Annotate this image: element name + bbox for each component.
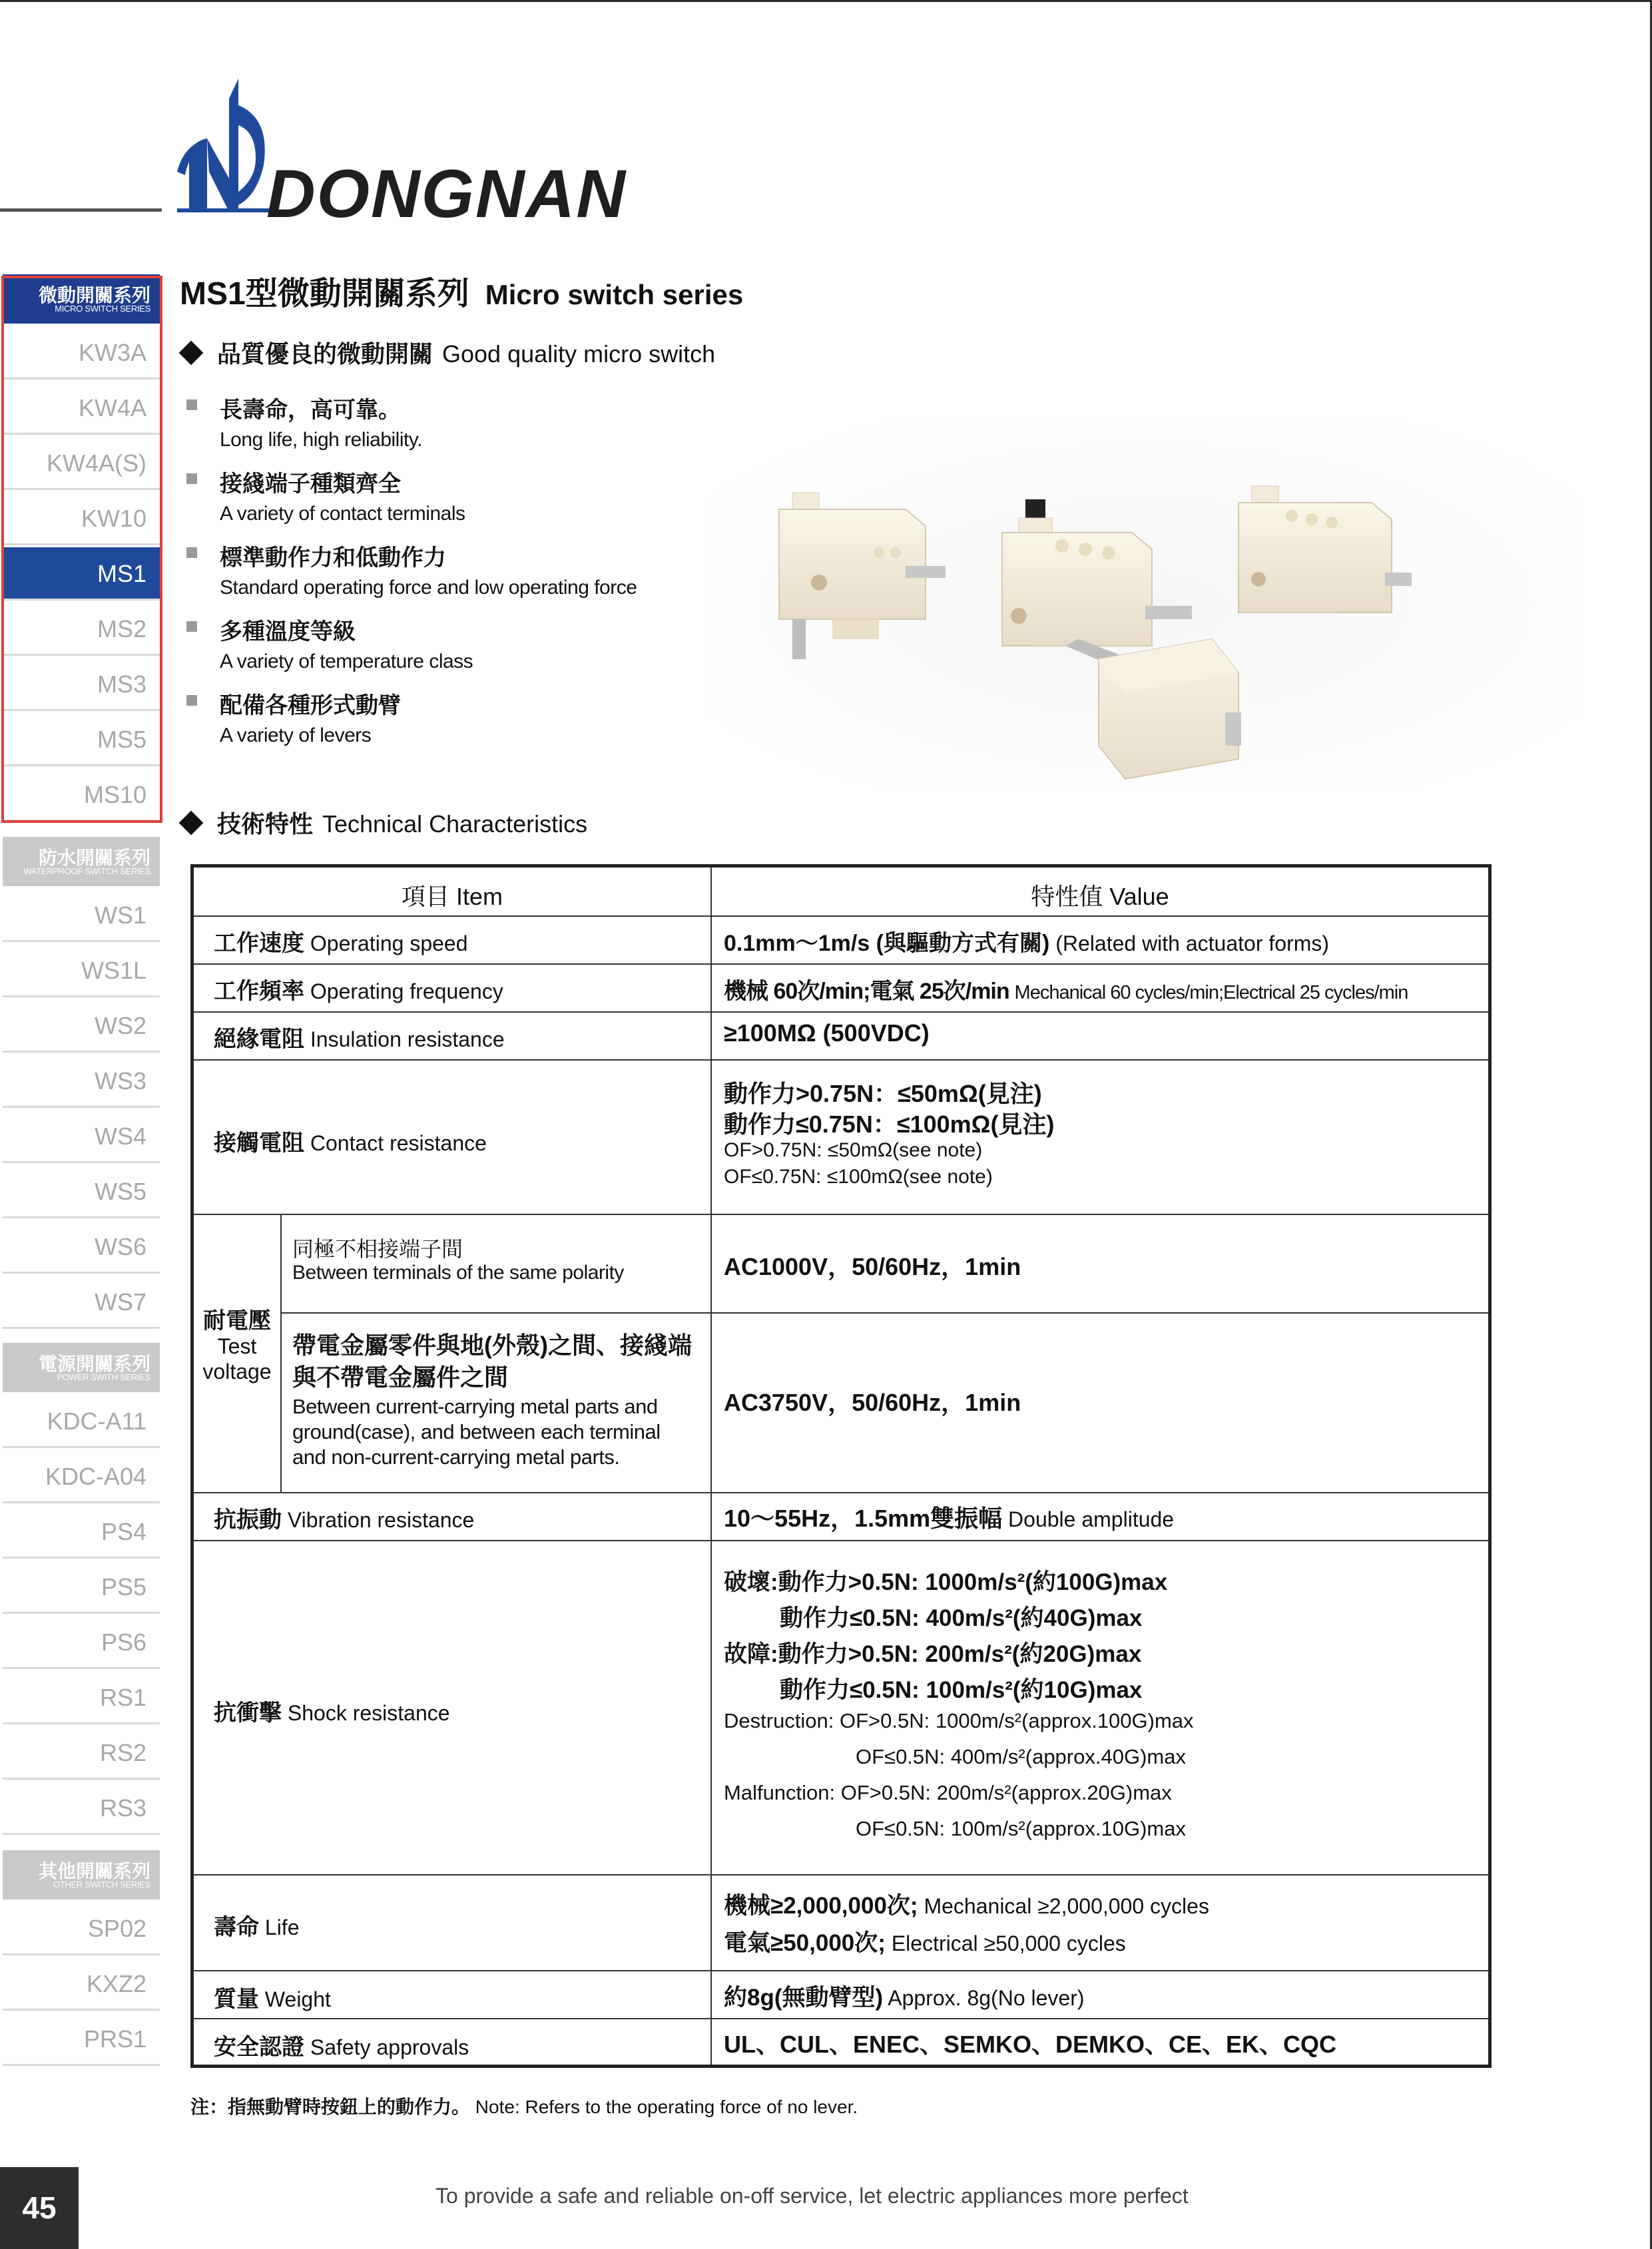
row-frequency-value: 機械 60次/min;電氣 25次/min Mechanical 60 cycles/min;Electrical 25 cycles/min (724, 979, 1408, 1004)
row-voltage-b-value: AC3750V，50/60Hz，1min (724, 1389, 1021, 1416)
row-life-value-1: 機械≥2,000,000次; Mechanical ≥2,000,000 cycles (724, 1893, 1209, 1919)
row-shock-value-2: 動作力≤0.5N: 400m/s²(約40G)max (780, 1605, 1143, 1631)
sidebar-item-ps4[interactable]: PS4 (3, 1505, 160, 1559)
row-vibration-value: 10～55Hz，1.5mm雙振幅 Double amplitude (724, 1505, 1175, 1532)
page-border-top (0, 0, 1652, 2)
diamond-bullet-icon (179, 341, 204, 366)
sidebar-item-ws4[interactable]: WS4 (3, 1110, 160, 1163)
col-divider (710, 868, 712, 2065)
row-safety-value: UL、CUL、ENEC、SEMKO、DEMKO、CE、EK、CQC (724, 2031, 1337, 2058)
section-quality-zh: 品質優良的微動開關 (217, 340, 433, 368)
row-weight-label: 質量 Weight (214, 1987, 331, 2012)
row-shock-value-3: 故障:動作力>0.5N: 200m/s²(約20G)max (724, 1641, 1142, 1667)
sidebar-group-sublabel: OTHER SWITCH SERIES (53, 1879, 150, 1889)
sidebar-item-kw10[interactable]: KW10 (3, 492, 160, 545)
row-divider (194, 1214, 1488, 1215)
row-voltage-b-en3: and non-current-carrying metal parts. (292, 1445, 620, 1469)
section-technical-en: Technical Characteristics (322, 810, 588, 838)
section-technical (180, 806, 587, 840)
row-shock-value-7: Malfunction: OF>0.5N: 200m/s²(approx.20G)max (724, 1781, 1172, 1804)
row-safety-label: 安全認證 Safety approvals (214, 2035, 469, 2060)
page-title (180, 268, 743, 314)
row-divider (194, 1874, 1488, 1875)
row-divider (194, 1540, 1488, 1541)
sidebar-item-ws1l[interactable]: WS1L (3, 944, 160, 997)
row-divider (194, 1492, 1488, 1493)
row-contact-value-2: 動作力≤0.75N：≤100mΩ(見注) (724, 1111, 1055, 1138)
row-weight-value: 約8g(無動臂型) Approx. 8g(No lever) (724, 1985, 1085, 2011)
sidebar-item-ws5[interactable]: WS5 (3, 1165, 160, 1218)
row-speed-value: 0.1mm～1m/s (與驅動方式有關) (Related with actuator forms) (724, 931, 1330, 956)
row-divider (280, 1312, 1488, 1314)
row-voltage-label: 耐電壓 Test voltage (202, 1308, 272, 1383)
sidebar-item-kw4a[interactable]: KW4A (3, 381, 160, 435)
row-frequency-label: 工作頻率 Operating frequency (214, 979, 503, 1004)
row-contact-value-4: OF≤0.75N: ≤100mΩ(see note) (724, 1166, 993, 1188)
sidebar-item-ms3[interactable]: MS3 (3, 658, 160, 711)
row-contact-value-3: OF>0.75N: ≤50mΩ(see note) (724, 1139, 983, 1161)
row-voltage-b-en1: Between current-carrying metal parts and (292, 1395, 658, 1418)
section-quality (180, 336, 715, 370)
square-bullet-icon (186, 547, 197, 558)
feature-zh: 配備各種形式動臂 (220, 693, 401, 718)
row-shock-value-6: OF≤0.5N: 400m/s²(approx.40G)max (856, 1745, 1186, 1768)
row-voltage-b-en2: ground(case), and between each terminal (292, 1420, 661, 1443)
row-divider (194, 2018, 1488, 2019)
row-shock-label: 抗衝擊 Shock resistance (214, 1700, 450, 1726)
feature-zh: 長壽命，高可靠。 (220, 397, 401, 423)
feature-zh: 標準動作力和低動作力 (220, 545, 446, 571)
sidebar-item-rs2[interactable]: RS2 (3, 1726, 160, 1780)
footer-tagline: To provide a safe and reliable on-off service, let electric appliances more perfect (435, 2184, 1189, 2208)
dongnan-logo-icon (177, 79, 270, 215)
square-bullet-icon (186, 399, 197, 410)
square-bullet-icon (186, 473, 197, 484)
sidebar-group-sublabel: POWER SWITH SERIES (57, 1372, 150, 1382)
product-photo (706, 419, 1585, 792)
spec-table (190, 864, 1492, 2068)
brand-name: DONGNAN (266, 156, 627, 232)
header-item: 項目 Item (401, 883, 503, 910)
row-voltage-b-zh1: 帶電金屬零件與地(外殼)之間、接綫端 (292, 1332, 692, 1359)
sidebar-item-ws3[interactable]: WS3 (3, 1055, 160, 1108)
sidebar-item-ms2[interactable]: MS2 (3, 603, 160, 656)
feature-zh: 多種溫度等級 (220, 619, 356, 644)
row-shock-value-1: 破壞:動作力>0.5N: 1000m/s²(約100G)max (724, 1569, 1168, 1595)
sidebar-item-ms1[interactable]: MS1 (3, 547, 160, 601)
sidebar-item-sp02[interactable]: SP02 (3, 1902, 160, 1955)
row-shock-value-8: OF≤0.5N: 100m/s²(approx.10G)max (856, 1817, 1186, 1840)
row-divider (194, 1970, 1488, 1971)
square-bullet-icon (186, 621, 197, 632)
row-shock-value-5: Destruction: OF>0.5N: 1000m/s²(approx.100G)max (724, 1709, 1194, 1732)
sidebar-item-ps5[interactable]: PS5 (3, 1561, 160, 1614)
feature-en: Standard operating force and low operating force (220, 577, 637, 599)
sidebar-item-rs1[interactable]: RS1 (3, 1671, 160, 1724)
page-title-en: Micro switch series (485, 279, 744, 310)
header-rule (0, 208, 162, 212)
switch-4 (1099, 639, 1241, 779)
feature-en: A variety of contact terminals (220, 503, 465, 525)
sidebar-item-kxz2[interactable]: KXZ2 (3, 1957, 160, 2011)
row-divider (194, 915, 1488, 917)
sidebar-item-kw4a-s[interactable]: KW4A(S) (3, 437, 160, 490)
row-voltage-a-en: Between terminals of the same polarity (292, 1262, 624, 1284)
section-technical-zh: 技術特性 (217, 810, 314, 838)
sidebar-item-ws1[interactable]: WS1 (3, 889, 160, 942)
row-voltage-b-zh2: 與不帶電金屬件之間 (292, 1364, 509, 1391)
sidebar-group-power[interactable] (3, 1343, 160, 1392)
sidebar-item-ws7[interactable]: WS7 (3, 1276, 160, 1329)
sidebar-item-kdc-a11[interactable]: KDC-A11 (3, 1395, 160, 1448)
row-contact-label: 接觸電阻 Contact resistance (214, 1130, 487, 1156)
page-title-zh: MS1型微動開關系列 (180, 276, 469, 312)
row-insulation-label: 絕緣電阻 Insulation resistance (214, 1027, 505, 1052)
footnote: 注：指無動臂時按鈕上的動作力。 Note: Refers to the operating force of no lever. (190, 2097, 858, 2117)
row-voltage-a-value: AC1000V，50/60Hz，1min (724, 1253, 1021, 1280)
row-shock-value-4: 動作力≤0.5N: 100m/s²(約10G)max (780, 1677, 1143, 1703)
sidebar-item-prs1[interactable]: PRS1 (3, 2013, 160, 2066)
row-divider (194, 1011, 1488, 1013)
sidebar-item-ps6[interactable]: PS6 (3, 1616, 160, 1669)
row-divider (194, 963, 1488, 965)
row-voltage-a-zh: 同極不相接端子間 (292, 1237, 463, 1261)
row-speed-label: 工作速度 Operating speed (214, 931, 468, 956)
diamond-bullet-icon (179, 811, 204, 836)
feature-en: A variety of temperature class (220, 650, 473, 672)
sidebar-item-ms10[interactable]: MS10 (3, 768, 160, 822)
sidebar-group-sublabel: WATERPROOF SWITCH SERIES (23, 866, 150, 876)
col-divider-voltage (280, 1214, 282, 1492)
sidebar-group-waterproof[interactable] (3, 837, 160, 886)
sidebar-group-sublabel: MICRO SWITCH SERIES (55, 304, 150, 314)
row-divider (194, 1059, 1488, 1061)
sidebar-group-label: 微動開關系列 (38, 285, 150, 306)
sidebar-item-ms5[interactable]: MS5 (3, 713, 160, 766)
row-life-label: 壽命 Life (214, 1915, 300, 1940)
sidebar-group-micro[interactable] (3, 274, 160, 324)
sidebar-group-label: 其他開關系列 (38, 1861, 150, 1881)
row-life-value-2: 電氣≥50,000次; Electrical ≥50,000 cycles (724, 1930, 1126, 1956)
section-quality-en: Good quality micro switch (442, 340, 716, 368)
page-number: 45 (0, 2167, 79, 2249)
sidebar-item-ws2[interactable]: WS2 (3, 999, 160, 1053)
feature-zh: 接綫端子種類齊全 (220, 471, 401, 497)
sidebar-group-label: 電源開關系列 (38, 1354, 150, 1374)
sidebar-item-kdc-a04[interactable]: KDC-A04 (3, 1450, 160, 1503)
sidebar-item-ws6[interactable]: WS6 (3, 1220, 160, 1274)
sidebar-item-kw3a[interactable]: KW3A (3, 326, 160, 379)
sidebar-item-rs3[interactable]: RS3 (3, 1782, 160, 1835)
feature-en: Long life, high reliability. (220, 429, 422, 451)
row-insulation-value: ≥100MΩ (500VDC) (724, 1019, 930, 1047)
row-vibration-label: 抗振動 Vibration resistance (214, 1507, 475, 1533)
square-bullet-icon (186, 695, 197, 706)
sidebar-group-label: 防水開關系列 (38, 848, 150, 868)
feature-en: A variety of levers (220, 724, 372, 746)
row-contact-value-1: 動作力>0.75N：≤50mΩ(見注) (724, 1080, 1042, 1107)
header-value: 特性值 Value (1031, 883, 1169, 910)
sidebar-group-other[interactable] (3, 1850, 160, 1899)
